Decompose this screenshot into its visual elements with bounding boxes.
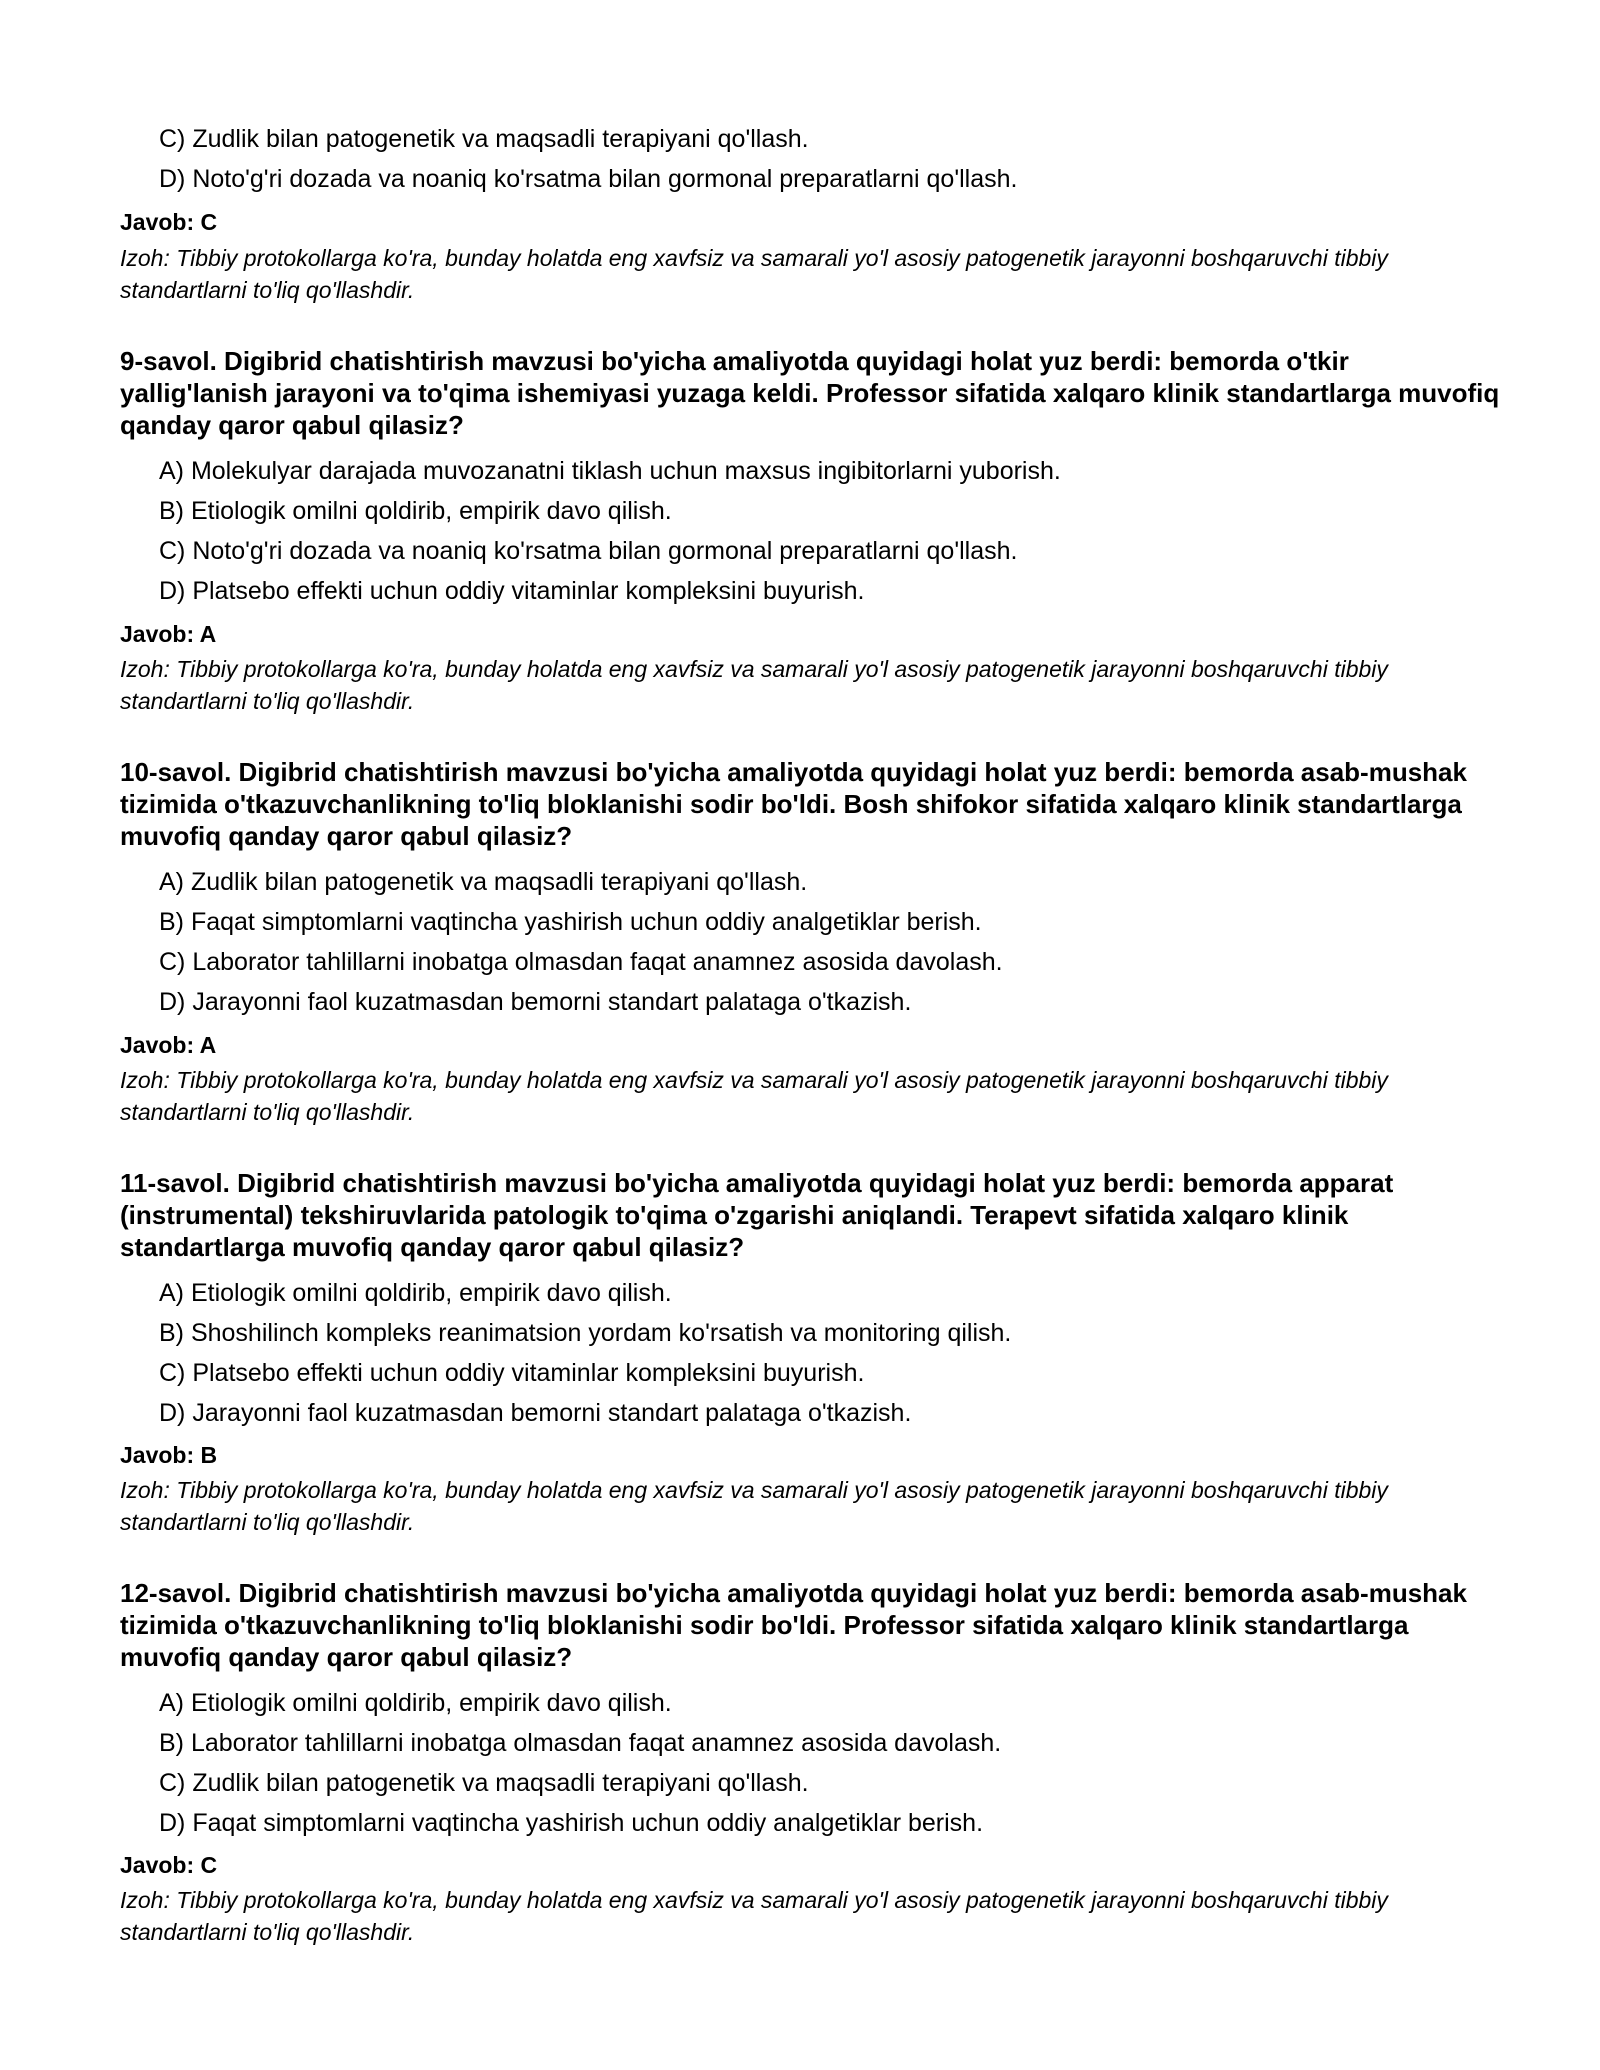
q10-option-d: D) Jarayonni faol kuzatmasdan bemorni standart palataga o'tkazish. [159,988,912,1016]
q11-option-c: C) Platsebo effekti uchun oddiy vitaminlar kompleksini buyurish. [159,1359,865,1387]
q10-question: 10-savol. Digibrid chatishtirish mavzusi bo'yicha amaliyotda quyidagi holat yuz berdi: bemorda asab-mushak tizimida o'tkazuvchanlikning to'liq bloklanishi sodir bo'ldi. Bosh shifokor sifatida xalqaro klinik standartlarga muvofiq qanday qaror qabul qilasiz? [120,757,1467,851]
q8-answer: Javob: C [120,209,218,235]
q8-option-c: C) Zudlik bilan patogenetik va maqsadli terapiyani qo'llash. [159,125,809,153]
q11-option-d: D) Jarayonni faol kuzatmasdan bemorni standart palataga o'tkazish. [159,1399,912,1427]
q9-option-a: A) Molekulyar darajada muvozanatni tiklash uchun maxsus ingibitorlarni yuborish. [159,457,1061,485]
q8-note: Izoh: Tibbiy protokollarga ko'ra, bunday holatda eng xavfsiz va samarali yo'l asosiy patogenetik jarayonni boshqaruvchi tibbiy standartlarni to'liq qo'llashdir. [120,245,1388,303]
q11-answer: Javob: B [120,1442,218,1468]
q12-option-c: C) Zudlik bilan patogenetik va maqsadli terapiyani qo'llash. [159,1769,809,1797]
q9-note: Izoh: Tibbiy protokollarga ko'ra, bunday holatda eng xavfsiz va samarali yo'l asosiy patogenetik jarayonni boshqaruvchi tibbiy standartlarni to'liq qo'llashdir. [120,656,1388,714]
q12-question: 12-savol. Digibrid chatishtirish mavzusi bo'yicha amaliyotda quyidagi holat yuz berdi: bemorda asab-mushak tizimida o'tkazuvchanlikning to'liq bloklanishi sodir bo'ldi. Professor sifatida xalqaro klinik standartlarga muvofiq qanday qaror qabul qilasiz? [120,1578,1467,1672]
q10-option-a: A) Zudlik bilan patogenetik va maqsadli terapiyani qo'llash. [159,868,808,896]
q12-option-d: D) Faqat simptomlarni vaqtincha yashirish uchun oddiy analgetiklar berish. [159,1809,984,1837]
q9-option-b: B) Etiologik omilni qoldirib, empirik davo qilish. [159,497,672,525]
q10-note: Izoh: Tibbiy protokollarga ko'ra, bunday holatda eng xavfsiz va samarali yo'l asosiy patogenetik jarayonni boshqaruvchi tibbiy standartlarni to'liq qo'llashdir. [120,1067,1388,1125]
q12-option-a: A) Etiologik omilni qoldirib, empirik davo qilish. [159,1689,672,1717]
q12-note: Izoh: Tibbiy protokollarga ko'ra, bunday holatda eng xavfsiz va samarali yo'l asosiy patogenetik jarayonni boshqaruvchi tibbiy standartlarni to'liq qo'llashdir. [120,1887,1388,1945]
q9-option-c: C) Noto'g'ri dozada va noaniq ko'rsatma bilan gormonal preparatlarni qo'llash. [159,537,1018,565]
q10-option-b: B) Faqat simptomlarni vaqtincha yashirish uchun oddiy analgetiklar berish. [159,908,982,936]
q12-answer: Javob: C [120,1852,218,1878]
q11-note: Izoh: Tibbiy protokollarga ko'ra, bunday holatda eng xavfsiz va samarali yo'l asosiy patogenetik jarayonni boshqaruvchi tibbiy standartlarni to'liq qo'llashdir. [120,1477,1388,1535]
q11-question: 11-savol. Digibrid chatishtirish mavzusi bo'yicha amaliyotda quyidagi holat yuz berdi: bemorda apparat (instrumental) tekshiruvlarida patologik to'qima o'zgarishi aniqlandi. Terapevt sifatida xalqaro klinik standartlarga muvofiq qanday qaror qabul qilasiz? [120,1168,1394,1262]
q9-option-d: D) Platsebo effekti uchun oddiy vitaminlar kompleksini buyurish. [159,577,865,605]
q10-option-c: C) Laborator tahlillarni inobatga olmasdan faqat anamnez asosida davolash. [159,948,1003,976]
q10-answer: Javob: A [120,1032,217,1058]
q9-answer: Javob: A [120,621,217,647]
q9-question: 9-savol. Digibrid chatishtirish mavzusi bo'yicha amaliyotda quyidagi holat yuz berdi: bemorda o'tkir yallig'lanish jarayoni va to'qima ishemiyasi yuzaga keldi. Professor sifatida xalqaro klinik standartlarga muvofiq qanday qaror qabul qilasiz? [120,346,1500,440]
q11-option-a: A) Etiologik omilni qoldirib, empirik davo qilish. [159,1279,672,1307]
q12-option-b: B) Laborator tahlillarni inobatga olmasdan faqat anamnez asosida davolash. [159,1729,1002,1757]
q11-option-b: B) Shoshilinch kompleks reanimatsion yordam ko'rsatish va monitoring qilish. [159,1319,1012,1347]
q8-option-d: D) Noto'g'ri dozada va noaniq ko'rsatma bilan gormonal preparatlarni qo'llash. [159,165,1018,193]
